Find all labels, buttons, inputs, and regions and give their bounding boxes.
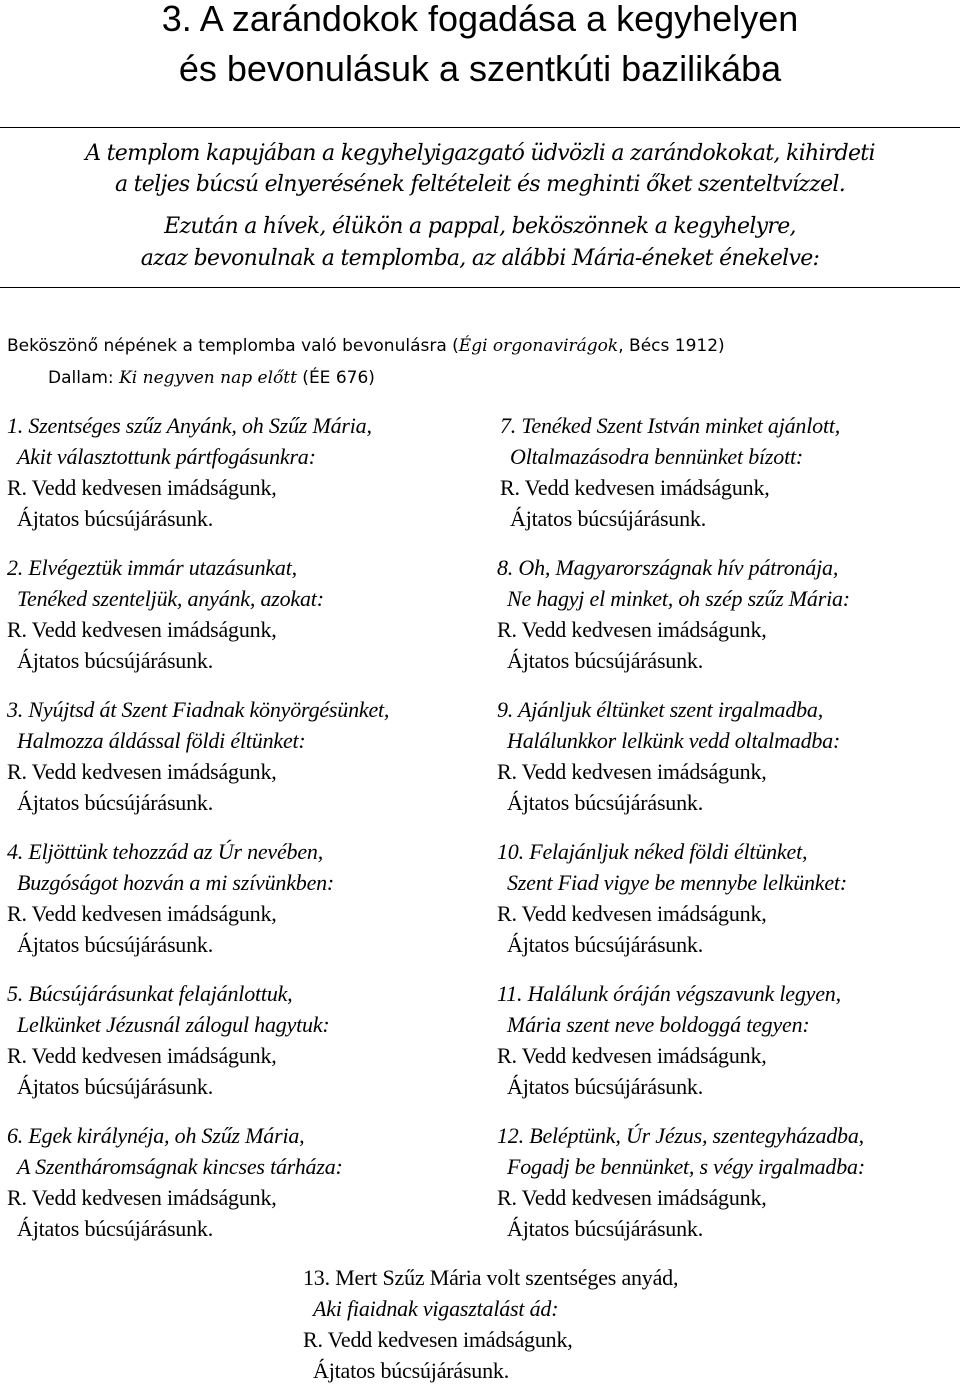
refrain-line: R. Vedd kedvesen imádságunk, — [7, 617, 277, 642]
hymn-melody — [48, 366, 375, 390]
bottom-divider — [0, 287, 960, 288]
stanza-line: 5. Búcsújárásunkat felajánlottuk, — [7, 981, 293, 1006]
refrain-line: Ájtatos búcsújárásunk. — [507, 1074, 704, 1099]
stanza-line: 3. Nyújtsd át Szent Fiadnak könyörgésünket, — [7, 697, 390, 722]
stanza-line: Mária szent neve boldoggá tegyen: — [507, 1012, 810, 1037]
intro-line-1: A templom kapujában a kegyhelyigazgató üdvözli a zarándokokat, kihirdeti — [85, 141, 875, 166]
stanza-6 — [7, 1120, 343, 1244]
hymn-source-title: Égi orgonavirágok — [458, 336, 619, 356]
refrain-line: R. Vedd kedvesen imádságunk, — [7, 1043, 277, 1068]
hymn-source-place: , Bécs 1912) — [618, 336, 725, 356]
refrain-line: R. Vedd kedvesen imádságunk, — [497, 1185, 767, 1210]
stanza-line: 13. Mert Szűz Mária volt szentséges anyád, — [303, 1265, 679, 1290]
refrain-line: R. Vedd kedvesen imádságunk, — [497, 759, 767, 784]
stanza-line: 6. Egek királynéja, oh Szűz Mária, — [7, 1123, 305, 1148]
refrain-line: Ájtatos búcsújárásunk. — [17, 1074, 214, 1099]
refrain-line: Ájtatos búcsújárásunk. — [313, 1358, 510, 1383]
stanza-1 — [7, 410, 372, 534]
melody-title: Ki negyven nap előtt — [119, 368, 297, 388]
stanza-4 — [7, 836, 334, 960]
page-title-line-1: 3. A zarándokok fogadása a kegyhelyen — [161, 0, 799, 39]
stanza-line: Buzgóságot hozván a mi szívünkben: — [17, 870, 335, 895]
stanza-3 — [7, 694, 389, 818]
stanza-line: Szent Fiad vigye be mennybe lelkünket: — [507, 870, 847, 895]
stanza-2 — [7, 552, 324, 676]
stanza-line: Akit választottunk pártfogásunkra: — [17, 444, 316, 469]
page-title-line-2: és bevonulásuk a szentkúti bazilikába — [178, 48, 782, 89]
refrain-line: Ájtatos búcsújárásunk. — [17, 932, 214, 957]
refrain-line: Ájtatos búcsújárásunk. — [17, 648, 214, 673]
stanza-line: 11. Halálunk óráján végszavunk legyen, — [497, 981, 841, 1006]
refrain-line: R. Vedd kedvesen imádságunk, — [7, 1185, 277, 1210]
stanza-13 — [303, 1262, 678, 1386]
stanza-line: Halmozza áldással földi éltünket: — [17, 728, 306, 753]
stanza-11 — [497, 978, 841, 1102]
stanza-line: Lelkünket Jézusnál zálogul hagytuk: — [17, 1012, 330, 1037]
stanza-line: Aki fiaidnak vigasztalást ád: — [313, 1296, 559, 1321]
stanza-12 — [497, 1120, 865, 1244]
stanza-line: Tenéked szenteljük, anyánk, azokat: — [17, 586, 324, 611]
refrain-line: Ájtatos búcsújárásunk. — [17, 790, 214, 815]
stanza-5 — [7, 978, 330, 1102]
stanza-line: 7. Tenéked Szent István minket ajánlott, — [500, 413, 841, 438]
refrain-line: Ájtatos búcsújárásunk. — [507, 648, 704, 673]
stanza-line: Ne hagyj el minket, oh szép szűz Mária: — [507, 586, 850, 611]
stanza-10 — [497, 836, 847, 960]
refrain-line: Ájtatos búcsújárásunk. — [507, 1216, 704, 1241]
stanza-line: 10. Felajánljuk néked földi éltünket, — [497, 839, 808, 864]
refrain-line: R. Vedd kedvesen imádságunk, — [497, 1043, 767, 1068]
stanza-line: Oltalmazásodra bennünket bízott: — [510, 444, 804, 469]
refrain-line: R. Vedd kedvesen imádságunk, — [500, 475, 770, 500]
stanza-line: 1. Szentséges szűz Anyánk, oh Szűz Mária, — [7, 413, 372, 438]
refrain-line: Ájtatos búcsújárásunk. — [510, 506, 707, 531]
refrain-line: R. Vedd kedvesen imádságunk, — [7, 901, 277, 926]
stanza-line: Halálunkkor lelkünk vedd oltalmadba: — [507, 728, 841, 753]
intro-line-3: Ezután a hívek, élükön a pappal, beköszönnek a kegyhelyre, — [164, 214, 796, 239]
refrain-line: Ájtatos búcsújárásunk. — [507, 932, 704, 957]
stanza-line: 4. Eljöttünk tehozzád az Úr nevében, — [7, 839, 324, 864]
intro-line-4: azaz bevonulnak a templomba, az alábbi Mária-éneket énekelve: — [140, 246, 820, 271]
stanza-line: 2. Elvégeztük immár utazásunkat, — [7, 555, 297, 580]
refrain-line: R. Vedd kedvesen imádságunk, — [497, 901, 767, 926]
stanza-line: A Szentháromságnak kincses tárháza: — [17, 1154, 343, 1179]
hymn-heading-text: Beköszönő népének a templomba való bevonulásra ( — [7, 336, 459, 356]
hymn-heading — [7, 334, 725, 358]
stanza-line: 8. Oh, Magyarországnak hív pátronája, — [497, 555, 839, 580]
melody-label: Dallam: — [48, 368, 120, 388]
stanza-7 — [500, 410, 840, 534]
stanza-line: Fogadj be bennünket, s végy irgalmadba: — [507, 1154, 865, 1179]
refrain-line: Ájtatos búcsújárásunk. — [507, 790, 704, 815]
stanza-line: 12. Beléptünk, Úr Jézus, szentegyházadba, — [497, 1123, 864, 1148]
refrain-line: R. Vedd kedvesen imádságunk, — [497, 617, 767, 642]
melody-reference: (ÉE 676) — [296, 368, 375, 388]
stanza-9 — [497, 694, 840, 818]
refrain-line: Ájtatos búcsújárásunk. — [17, 1216, 214, 1241]
stanza-line: 9. Ajánljuk éltünket szent irgalmadba, — [497, 697, 824, 722]
stanza-8 — [497, 552, 850, 676]
intro-line-2: a teljes búcsú elnyerésének feltételeit és meghinti őket szenteltvízzel. — [114, 172, 846, 197]
refrain-line: R. Vedd kedvesen imádságunk, — [7, 475, 277, 500]
refrain-line: Ájtatos búcsújárásunk. — [17, 506, 214, 531]
top-divider — [0, 127, 960, 128]
refrain-line: R. Vedd kedvesen imádságunk, — [7, 759, 277, 784]
refrain-line: R. Vedd kedvesen imádságunk, — [303, 1327, 573, 1352]
